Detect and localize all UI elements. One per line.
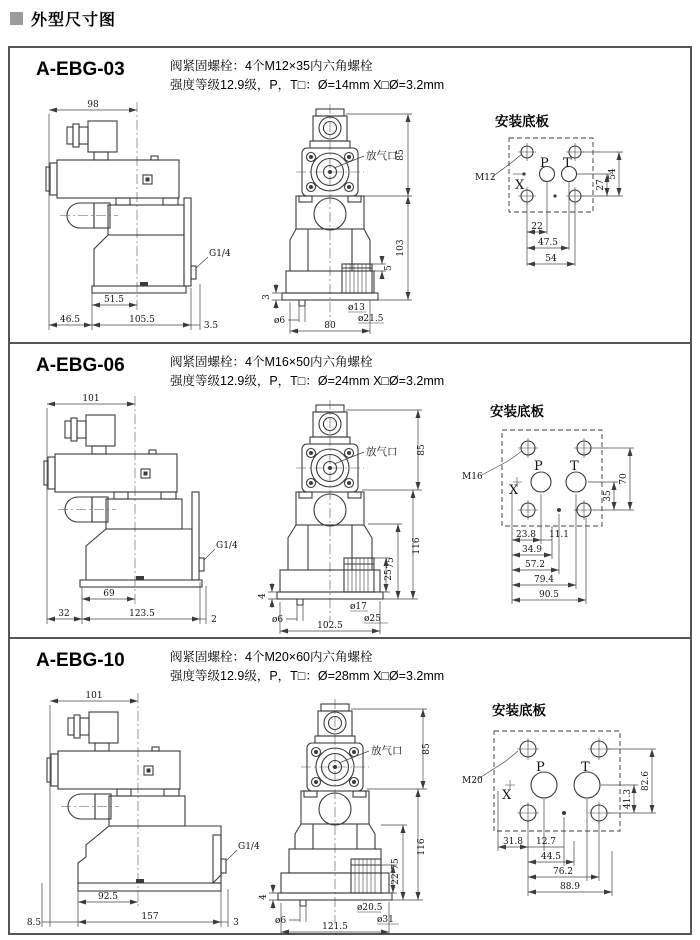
- bolt-holes: [521, 146, 581, 202]
- side-view-drawing: [22, 390, 257, 635]
- dim-label: 27: [596, 179, 606, 191]
- dim-label: 101: [82, 394, 100, 404]
- dim-label: 102.5: [317, 621, 343, 631]
- dim-label: 76.2: [552, 867, 574, 877]
- mounting-plate-drawing: [465, 132, 690, 292]
- model-description: [170, 57, 444, 95]
- dim-label: 3: [233, 918, 239, 928]
- port-label-p: P: [540, 156, 549, 171]
- mounting-plate-drawing: [462, 721, 697, 926]
- vent-label: 放气口: [366, 150, 398, 162]
- dim-label: 31.8: [502, 837, 524, 847]
- port-p-hole: [531, 472, 551, 492]
- thread-label: M16: [462, 472, 483, 482]
- dim-label: 22: [531, 222, 543, 232]
- vent-label: 放气口: [371, 745, 403, 757]
- dim-label: 12.7: [535, 837, 557, 847]
- dim-label: ø31: [377, 915, 394, 925]
- dim-label: ø25: [364, 614, 381, 624]
- desc-line-2: 强度等级12.9级，P，T□：Ø=14mm X□Ø=3.2mm: [170, 78, 445, 92]
- section-bullet-icon: [10, 12, 23, 25]
- model-name: A-EBG-06: [36, 355, 125, 376]
- desc-line-1: 阀紧固螺栓：4个M20×60内六角螺栓: [170, 650, 373, 664]
- dim-label: 80: [324, 321, 336, 331]
- dim-label: 35: [603, 490, 613, 502]
- dim-label: 3.5: [203, 321, 219, 331]
- side-view-drawing: [24, 96, 259, 341]
- dim-label: 105.5: [129, 315, 155, 325]
- dim-label: 85: [396, 149, 406, 161]
- dim-label: 82.6: [641, 770, 651, 792]
- dim-label: 88.9: [559, 882, 581, 892]
- bolt-holes: [520, 741, 607, 821]
- dim-label: 34.9: [521, 545, 543, 555]
- port-label-x: X: [515, 178, 525, 193]
- dim-label: 92.5: [97, 892, 119, 902]
- dim-label: 123.5: [129, 609, 155, 619]
- mounting-plate-title: 安装底板: [490, 404, 544, 419]
- dim-label: 54: [608, 168, 618, 180]
- port-label-g14: G1/4: [238, 842, 260, 852]
- electrical-connector: [67, 121, 117, 160]
- dim-label: 98: [87, 100, 99, 110]
- dim-label: 75: [391, 858, 401, 870]
- desc-line-1: 阀紧固螺栓：4个M12×35内六角螺栓: [170, 59, 373, 73]
- dim-label: 103: [396, 239, 406, 257]
- electrical-connector: [68, 712, 118, 751]
- mounting-plate-block: [462, 699, 700, 934]
- dim-label: ø6: [275, 916, 287, 926]
- thread-label: M20: [462, 776, 483, 786]
- front-view-drawing: [250, 94, 455, 344]
- dim-label: 11.1: [548, 530, 570, 540]
- dim-label: ø6: [272, 615, 284, 625]
- valve-body: [65, 492, 204, 587]
- dim-label: 116: [412, 537, 422, 555]
- mounting-plate-title: 安装底板: [492, 703, 546, 718]
- dim-label: ø13: [348, 303, 365, 313]
- section-a-ebg-10: [10, 637, 690, 937]
- front-view-drawing: [250, 390, 460, 645]
- mounting-plate-drawing: [460, 422, 690, 632]
- port-p-hole: [531, 772, 557, 798]
- valve-body: [67, 198, 196, 293]
- dim-label: 79.4: [533, 575, 555, 585]
- thread-label: M12: [475, 173, 496, 183]
- dim-label: 47.5: [537, 238, 559, 248]
- port-label-g14: G1/4: [216, 541, 238, 551]
- content-box: [8, 46, 692, 935]
- desc-line-2: 强度等级12.9级，P，T□：Ø=28mm X□Ø=3.2mm: [170, 669, 445, 683]
- dim-label: 8.5: [26, 918, 42, 928]
- dim-label: 51.5: [103, 295, 125, 305]
- dim-label: 25: [384, 569, 394, 581]
- dim-label: 57.2: [524, 560, 546, 570]
- dim-label: 70: [619, 473, 629, 485]
- dim-label: 54: [545, 254, 557, 264]
- dim-label: ø21.5: [358, 314, 384, 324]
- port-label-t: T: [563, 156, 572, 171]
- dim-label: 46.5: [59, 315, 81, 325]
- desc-line-1: 阀紧固螺栓：4个M16×50内六角螺栓: [170, 355, 373, 369]
- dim-label: 23.8: [515, 530, 537, 540]
- solenoid-body: [46, 156, 179, 198]
- page-title: 外型尺寸图: [31, 12, 117, 29]
- port-label-p: P: [534, 459, 543, 474]
- mounting-plate-block: [465, 110, 695, 310]
- dim-label: 5: [384, 265, 394, 271]
- page-header: [10, 7, 116, 30]
- solenoid-body: [47, 747, 180, 789]
- model-description: [170, 353, 444, 391]
- model-name: A-EBG-03: [36, 59, 125, 80]
- section-a-ebg-06: [10, 342, 690, 637]
- model-description: [170, 648, 444, 686]
- dim-label: 157: [141, 912, 159, 922]
- model-name: A-EBG-10: [36, 650, 125, 671]
- dim-label: 4: [258, 593, 268, 599]
- port-label-x: X: [502, 788, 512, 803]
- dim-label: ø20.5: [357, 903, 383, 913]
- dim-label: 101: [85, 691, 103, 701]
- electrical-connector: [65, 415, 115, 454]
- port-t-hole: [574, 772, 600, 798]
- front-view-drawing: [255, 689, 470, 940]
- dim-label: 85: [422, 743, 432, 755]
- dim-label: 44.5: [540, 852, 562, 862]
- port-label-t: T: [581, 760, 590, 775]
- port-label-p: P: [536, 760, 545, 775]
- dim-label: ø17: [350, 602, 367, 612]
- solenoid-body: [44, 450, 177, 492]
- mounting-plate-title: 安装底板: [495, 114, 549, 129]
- port-label-g14: G1/4: [209, 249, 231, 259]
- mounting-plate-block: [460, 400, 695, 635]
- side-view-drawing: [18, 687, 263, 937]
- dim-label: 85: [417, 444, 427, 456]
- dim-label: 90.5: [538, 590, 560, 600]
- dim-label: 32: [58, 609, 70, 619]
- dim-label: 116: [417, 838, 427, 856]
- vent-label: 放气口: [366, 446, 398, 458]
- section-a-ebg-03: [10, 48, 690, 342]
- dim-label: 22: [391, 873, 401, 885]
- valve-body: [68, 789, 226, 891]
- dim-label: 69: [103, 589, 115, 599]
- port-t-hole: [566, 472, 586, 492]
- port-label-t: T: [570, 459, 579, 474]
- dim-label: 41.3: [623, 788, 633, 810]
- dim-label: 121.5: [322, 922, 348, 932]
- dim-label: 75: [386, 557, 396, 569]
- desc-line-2: 强度等级12.9级，P，T□：Ø=24mm X□Ø=3.2mm: [170, 374, 445, 388]
- dim-label: 2: [211, 615, 217, 625]
- dim-label: 3: [262, 294, 272, 300]
- dim-label: ø6: [274, 316, 286, 326]
- dim-label: 4: [259, 894, 269, 900]
- port-label-x: X: [509, 483, 519, 498]
